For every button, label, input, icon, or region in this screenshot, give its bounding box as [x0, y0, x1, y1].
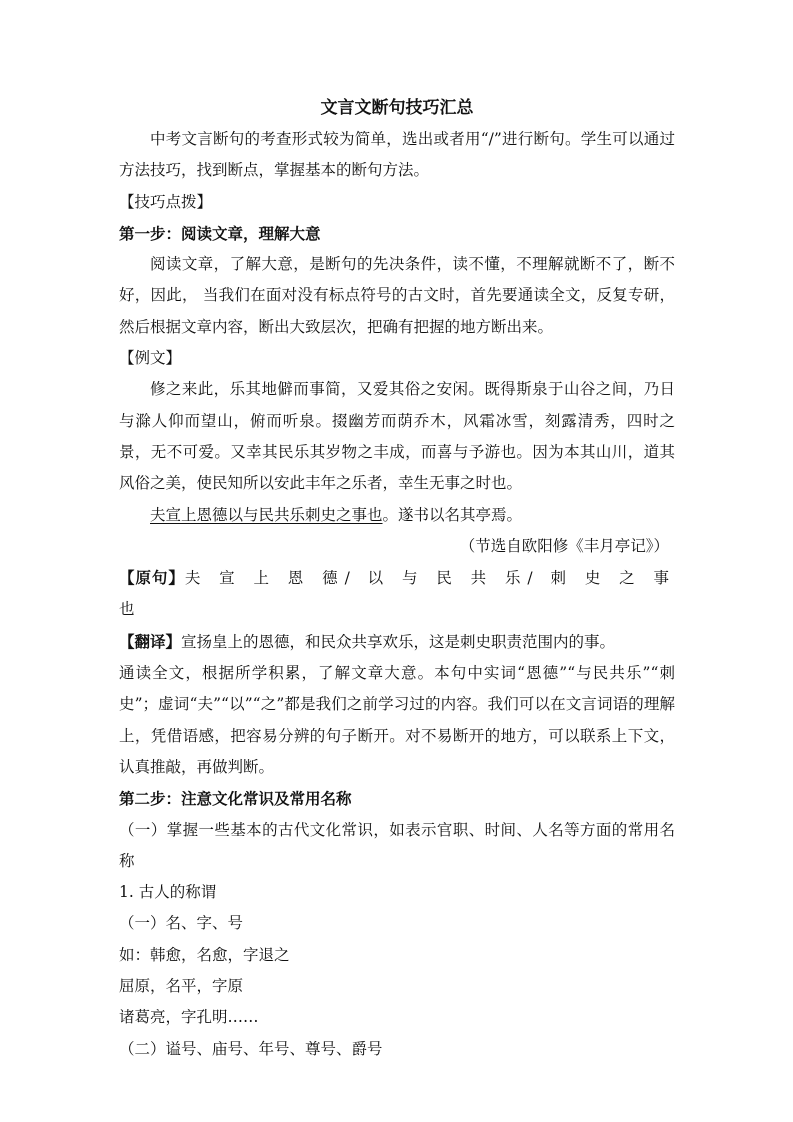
example-line: 屈原，名平，字原 — [119, 977, 244, 996]
subsection-item-b: （二）谥号、庙号、年号、尊号、爵号 — [119, 1039, 383, 1058]
translation-label: 【翻译】 — [119, 631, 182, 651]
example-paragraph: 修之来此，乐其地僻而事简，又爱其俗之安闲。既得斯泉于山谷之间，乃日与滁人仰而望山，俯而听泉。掇幽芳而荫乔木，风霜冰雪，刻露清秀，四时之景，无不可爱。又幸其民乐其岁物之丰成，而喜与予游也。因为本其山川，道其风俗之美，使民知所以安此丰年之乐者，幸生无事之时也。 — [119, 380, 675, 493]
original-text: 夫 宣 上 恩 德/ 以 与 民 共 乐/ 刺 史 之 事 也 — [119, 569, 675, 619]
translation-text: 宣扬皇上的恩德，和民众共享欢乐，这是刺史职责范围内的事。 — [181, 632, 616, 651]
document-body — [119, 92, 675, 1065]
example-line: 如：韩愈，名愈，字退之 — [119, 945, 290, 964]
step1-heading: 第一步：阅读文章，理解大意 — [119, 223, 321, 243]
original-label: 【原句】 — [119, 568, 185, 588]
tips-heading: 【技巧点拨】 — [119, 192, 213, 211]
source-citation: （节选自欧阳修《丰月亭记》） — [459, 536, 669, 555]
underlined-sentence: 夫宣上恩德以与民共乐刺史之事也 — [150, 505, 383, 524]
example-tail: 。遂书以名其亭焉。 — [382, 505, 523, 524]
translation-line — [119, 626, 675, 658]
subsection-title: 1. 古人的称谓 — [119, 883, 217, 902]
analysis-paragraph: 通读全文，根据所学积累，了解文章大意。本句中实词“恩德”“与民共乐”“刺史”；虚词“夫”“以”“之”都是我们之前学习过的内容。我们可以在文言词语的理解上，凭借语感，把容易分辨的句子断开。对不易断开的地方，可以联系上下文，认真推敲，再做判断。 — [119, 664, 675, 776]
page-title: 文言文断句技巧汇总 — [320, 98, 474, 118]
original-sentence-line — [119, 562, 675, 626]
example-closing-sentence — [119, 500, 675, 531]
subsection-item-a: （一）名、字、号 — [119, 914, 244, 933]
example-label: 【例文】 — [119, 349, 182, 368]
intro-paragraph: 中考文言断句的考查形式较为简单，选出或者用“/”进行断句。学生可以通过方法技巧，找到断点，掌握基本的断句方法。 — [119, 130, 675, 180]
example-line: 诸葛亮，字孔明…… — [119, 1008, 259, 1027]
step1-body: 阅读文章，了解大意，是断句的先决条件，读不懂，不理解就断不了，断不好，因此， 当我们在面对没有标点符号的古文时，首先要通读全文，反复专研，然后根据文章内容，断出大致层次，把确有把握的地方断出来。 — [119, 255, 675, 336]
step2-point1: （一）掌握一些基本的古代文化常识，如表示官职、时间、人名等方面的常用名称 — [119, 820, 675, 870]
step2-heading: 第二步：注意文化常识及常用名称 — [119, 789, 352, 809]
